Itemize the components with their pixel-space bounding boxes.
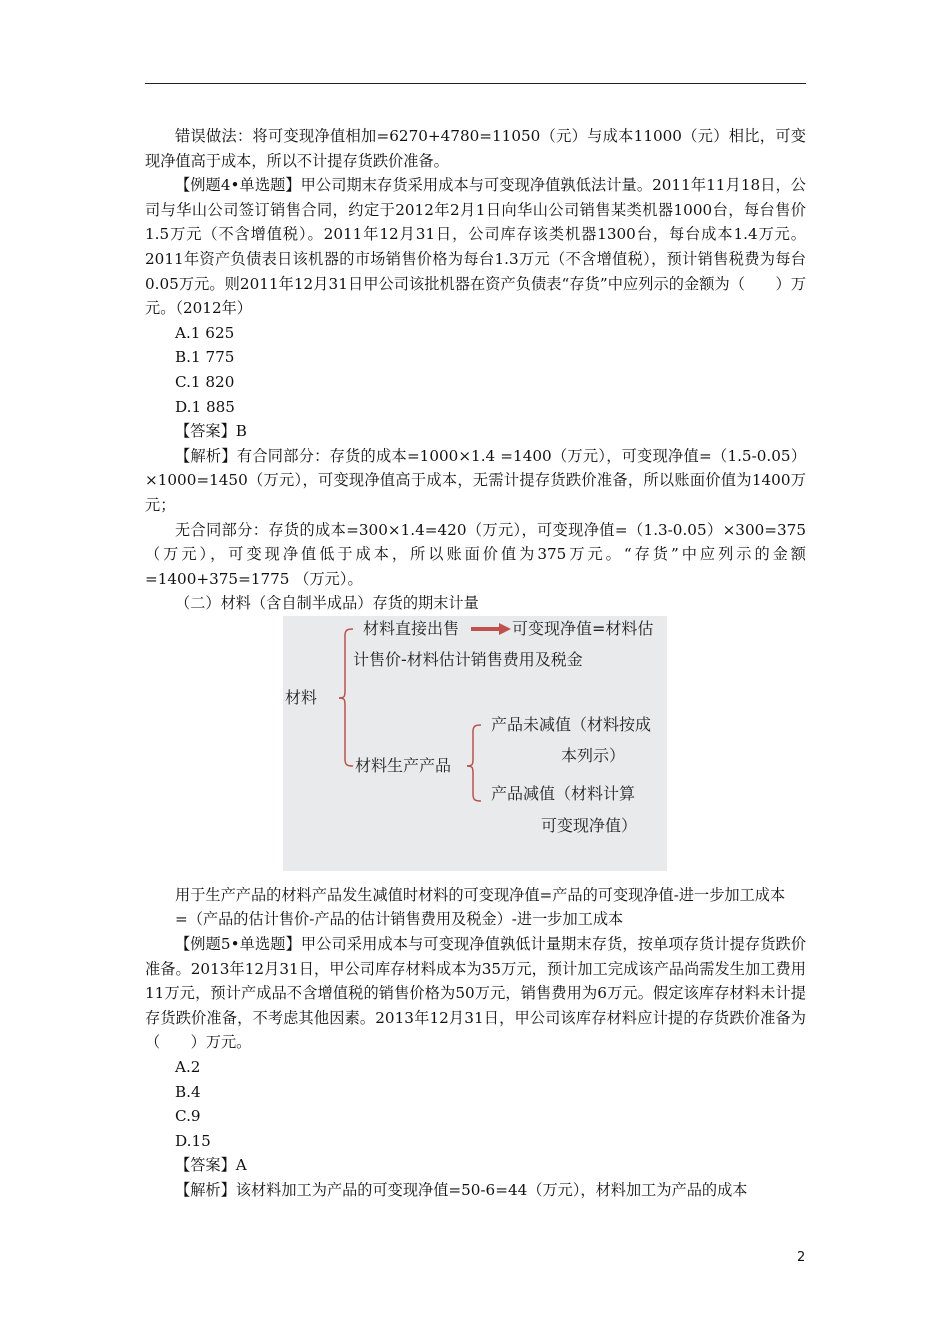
example5-analysis [145,1178,806,1203]
diagram-branch-direct-sale: 材料直接出售 [363,618,460,638]
example4-analysis [145,444,806,518]
sub-brace-upper [467,725,481,766]
diagram-branch1-result-line1: 可变现净值=材料估 [512,618,654,638]
example5-question [145,932,806,1055]
example4-analysis-text-1: 有合同部分：存货的成本=1000×1.4 =1400（万元），可变现净值=（1.5-0.05）×1000=1450（万元），可变现净值高于成本，无需计提存货跌价准备，所以账面价值为1400万元； [145,446,807,514]
diagram-leaf-no-impairment-line1: 产品未减值（材料按成 [491,714,652,734]
example5-answer: 【答案】A [175,1156,247,1175]
diagram-root: 材料 [285,687,318,707]
diagram-leaf-no-impairment-line2: 本列示） [561,745,626,765]
example5-option-d: D.15 [175,1131,211,1150]
diagram-leaf-impairment-line2: 可变现净值） [541,815,638,835]
diagram-leaf-impairment-line1: 产品减值（材料计算 [491,783,636,803]
para-material-nrv: 用于生产产品的材料产品发生减值时材料的可变现净值=产品的可变现净值-进一步加工成本 [175,885,786,904]
page-number: 2 [797,1250,806,1265]
brace-upper [339,629,353,698]
example4-analysis-tag: 【解析】 [175,446,237,465]
section-heading: （二）材料（含自制半成品）存货的期末计量 [175,594,479,613]
example5-option-b: B.4 [175,1082,201,1101]
example4-question-text: 甲公司期末存货采用成本与可变现净值孰低法计量。2011年11月18日，公司与华山公司签订销售合同，约定于2012年2月1日向华山公司销售某类机器1000台，每台售价1.5万元（不含增值税）。2011年12月31日，公司库存该类机器1300台，每台成本1.4万元。2011年资产负债表日该机器的市场销售价格为每台1.3万元（不含增值税），预计销售税费为每台0.05万元。则2011年12月31日甲公司该批机器在资产负债表“存货”中应列示的金额为（ ）万元。（2012年） [145,176,806,318]
example4-answer: 【答案】B [175,422,247,441]
example4-tag: 【例题4•单选题】 [175,176,301,195]
example5-analysis-tag: 【解析】 [175,1181,236,1199]
example4-option-b: B.1 775 [175,348,235,367]
example4-option-c: C.1 820 [175,372,235,391]
document-body [145,124,806,1203]
example5-question-text: 甲公司采用成本与可变现净值孰低计量期末存货，按单项存货计提存货跌价准备。2013年12月31日，甲公司库存材料成本为35万元，预计加工完成该产品尚需发生加工费用11万元，预计产成品不含增值税的销售价格为50万元，销售费用为6万元。假定该库存材料未计提存货跌价准备，不考虑其他因素。2013年12月31日，甲公司该库存材料应计提的存货跌价准备为（ ）万元。 [145,935,807,1052]
brace-lower [339,698,353,766]
para-formula: =（产品的估计售价-产品的估计销售费用及税金）-进一步加工成本 [175,910,624,929]
example4-analysis-2: 无合同部分：存货的成本=300×1.4=420（万元），可变现净值=（1.3-0.05）×300=375（万元），可变现净值低于成本，所以账面价值为375万元。“存货”中应列示的金额=1400+375=1775 （万元）。 [145,520,806,588]
example5-analysis-text: 该材料加工为产品的可变现净值=50-6=44（万元），材料加工为产品的成本 [235,1181,748,1199]
example5-option-a: A.2 [175,1058,201,1077]
para-wrong-method: 错误做法：将可变现净值相加=6270+4780=11050（元）与成本11000（元）相比，可变现净值高于成本，所以不计提存货跌价准备。 [145,127,806,170]
header-rule [145,83,806,84]
example5-option-c: C.9 [175,1107,201,1126]
example5-tag: 【例题5•单选题】 [175,935,301,954]
material-measurement-diagram [283,616,667,871]
diagram-branch1-result-line2: 计售价-材料估计销售费用及税金 [353,649,583,669]
example4-option-d: D.1 885 [175,397,235,416]
sub-brace-lower [467,766,481,801]
diagram-branch-production: 材料生产产品 [355,755,452,775]
example4-question [145,173,806,321]
arrow-head-icon [499,623,511,635]
example4-option-a: A.1 625 [175,323,235,342]
